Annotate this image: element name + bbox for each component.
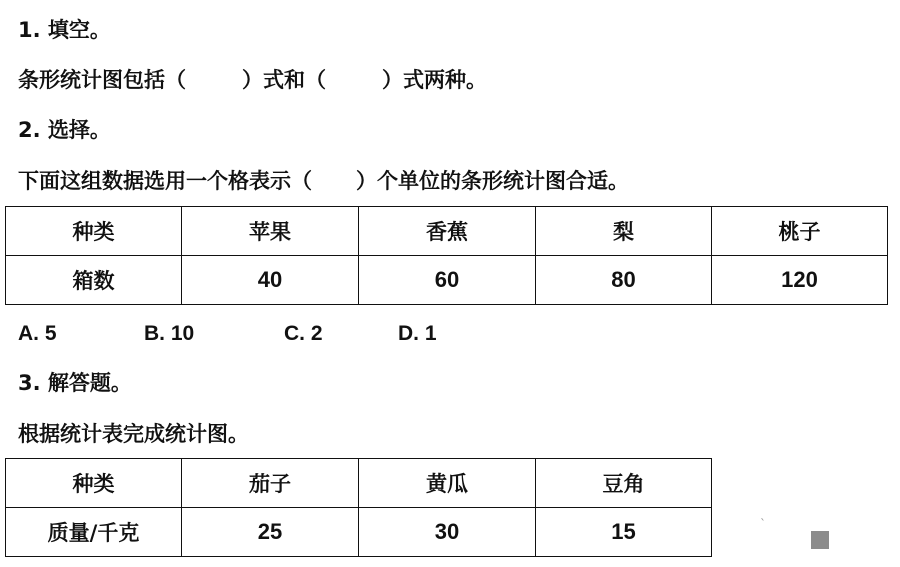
table-cell: 豆角	[536, 459, 712, 508]
choice-text-after: ）个单位的条形统计图合适。	[356, 169, 629, 193]
table-cell: 种类	[6, 459, 182, 508]
corner-square	[811, 531, 829, 549]
table-cell: 黄瓜	[359, 459, 536, 508]
choice-question	[18, 167, 629, 195]
table-cell: 苹果	[182, 207, 359, 256]
table-cell: 60	[359, 256, 536, 305]
section3-heading: 3. 解答题。	[18, 371, 132, 395]
table-cell: 80	[536, 256, 712, 305]
choice-text-before: 下面这组数据选用一个格表示（	[18, 169, 312, 193]
option-b: B. 10	[144, 322, 195, 345]
table-header-row	[6, 207, 888, 256]
fill-in-question	[18, 66, 487, 94]
table-cell: 桃子	[712, 207, 888, 256]
table-cell: 30	[359, 508, 536, 557]
fill-in-text-before: 条形统计图包括（	[18, 68, 186, 92]
table-cell: 25	[182, 508, 359, 557]
table-cell: 种类	[6, 207, 182, 256]
option-a: A. 5	[18, 322, 57, 345]
table-cell: 茄子	[182, 459, 359, 508]
section3-prompt: 根据统计表完成统计图。	[18, 422, 249, 446]
table-cell: 香蕉	[359, 207, 536, 256]
vegetable-weight-table	[5, 458, 712, 557]
table-cell: 40	[182, 256, 359, 305]
table-cell: 梨	[536, 207, 712, 256]
table-header-row	[6, 459, 712, 508]
table-cell: 15	[536, 508, 712, 557]
fill-in-text-middle: ）式和（	[242, 68, 326, 92]
option-d: D. 1	[398, 322, 437, 345]
table-cell: 箱数	[6, 256, 182, 305]
stray-mark: ˋ	[760, 517, 766, 531]
table-cell: 120	[712, 256, 888, 305]
fill-in-text-after: ）式两种。	[382, 68, 487, 92]
section2-heading: 2. 选择。	[18, 118, 111, 142]
table-cell: 质量/千克	[6, 508, 182, 557]
section1-heading: 1. 填空。	[18, 18, 111, 42]
option-c: C. 2	[284, 322, 323, 345]
fruit-boxes-table	[5, 206, 888, 305]
table-row	[6, 508, 712, 557]
table-row	[6, 256, 888, 305]
